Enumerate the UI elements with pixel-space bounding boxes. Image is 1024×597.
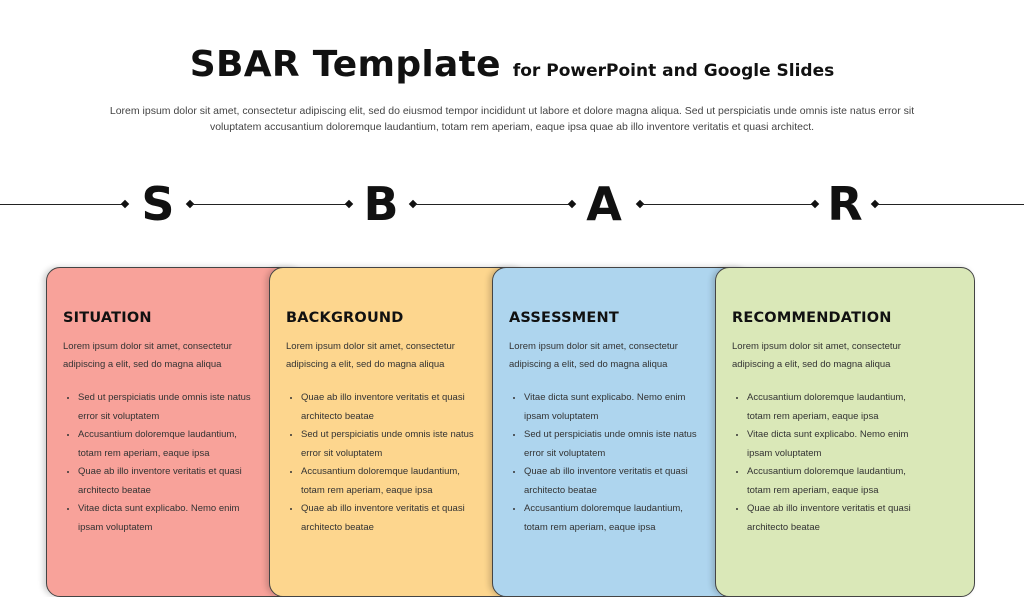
title-row <box>0 44 1024 85</box>
page-title: SBAR Template <box>189 44 501 85</box>
timeline-letter-r: R <box>827 177 863 231</box>
timeline-line <box>0 204 124 205</box>
card-lead: Lorem ipsum dolor sit amet, consectetur adipiscing a elit, sed do magna aliqua <box>286 341 455 370</box>
timeline-line <box>877 204 1024 205</box>
card-bullets <box>286 389 476 537</box>
card-lead: Lorem ipsum dolor sit amet, consectetur adipiscing a elit, sed do magna aliqua <box>509 341 678 370</box>
card-title: SITUATION <box>63 310 152 326</box>
timeline-letter-b: B <box>363 177 399 231</box>
list-item: • Vitae dicta sunt explicabo. Nemo enim ipsam voluptatem <box>747 426 922 463</box>
timeline-letter-a: A <box>586 177 622 231</box>
page-subtitle: for PowerPoint and Google Slides <box>512 61 835 81</box>
list-item: • Sed ut perspiciatis unde omnis iste natus error sit voluptatem <box>78 389 253 426</box>
card-bullets <box>63 389 253 537</box>
timeline-letter-s: S <box>141 177 175 231</box>
card-lead: Lorem ipsum dolor sit amet, consectetur adipiscing a elit, sed do magna aliqua <box>732 341 901 370</box>
sbar-timeline <box>0 174 1024 234</box>
timeline-line <box>415 204 571 205</box>
card-situation <box>46 267 306 597</box>
list-item: • Vitae dicta sunt explicabo. Nemo enim ipsam voluptatem <box>524 389 699 426</box>
card-bullets <box>509 389 699 537</box>
timeline-line <box>192 204 348 205</box>
timeline-line <box>642 204 814 205</box>
list-item: • Quae ab illo inventore veritatis et quasi architecto beatae <box>524 463 699 500</box>
card-assessment <box>492 267 752 597</box>
list-item: • Accusantium doloremque laudantium, totam rem aperiam, eaque ipsa <box>747 389 922 426</box>
list-item: • Accusantium doloremque laudantium, totam rem aperiam, eaque ipsa <box>78 426 253 463</box>
card-title: RECOMMENDATION <box>732 310 892 326</box>
list-item: • Quae ab illo inventore veritatis et quasi architecto beatae <box>78 463 253 500</box>
card-background <box>269 267 529 597</box>
list-item: • Accusantium doloremque laudantium, totam rem aperiam, eaque ipsa <box>301 463 476 500</box>
card-title: BACKGROUND <box>286 310 404 326</box>
card-bullets <box>732 389 922 537</box>
card-lead: Lorem ipsum dolor sit amet, consectetur adipiscing a elit, sed do magna aliqua <box>63 341 232 370</box>
list-item: • Sed ut perspiciatis unde omnis iste natus error sit voluptatem <box>524 426 699 463</box>
list-item: • Quae ab illo inventore veritatis et quasi architecto beatae <box>301 500 476 537</box>
list-item: • Sed ut perspiciatis unde omnis iste natus error sit voluptatem <box>301 426 476 463</box>
list-item: • Quae ab illo inventore veritatis et quasi architecto beatae <box>301 389 476 426</box>
list-item: • Quae ab illo inventore veritatis et quasi architecto beatae <box>747 500 922 537</box>
list-item: • Vitae dicta sunt explicabo. Nemo enim ipsam voluptatem <box>78 500 253 537</box>
list-item: • Accusantium doloremque laudantium, totam rem aperiam, eaque ipsa <box>524 500 699 537</box>
intro-paragraph: Lorem ipsum dolor sit amet, consectetur adipiscing elit, sed do eiusmod tempor incididunt ut labore et dolore magna aliqua. Sed ut perspiciatis unde omnis iste natus error sit voluptatem accusantium doloremque laudantium, totam rem aperiam, eaque ipsa quae ab illo inventore veritatis et quasi architect. <box>109 105 915 133</box>
card-recommendation <box>715 267 975 597</box>
list-item: • Accusantium doloremque laudantium, totam rem aperiam, eaque ipsa <box>747 463 922 500</box>
card-title: ASSESSMENT <box>509 310 619 326</box>
sbar-cards <box>0 267 1024 576</box>
